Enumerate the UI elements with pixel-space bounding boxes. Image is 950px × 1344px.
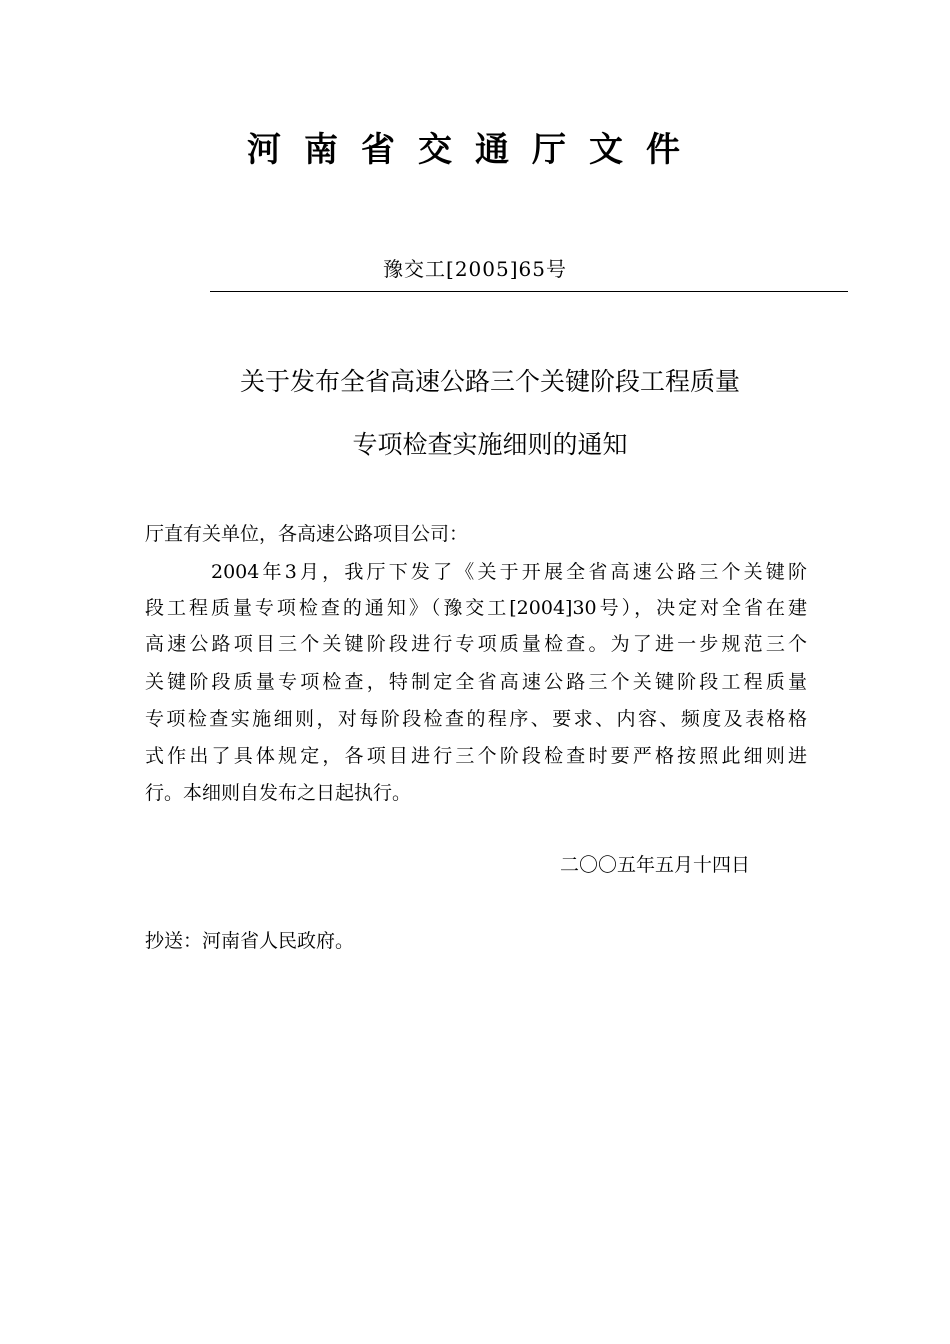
body-line-2: 段工程质量专项检查的通知》（豫交工[2004]30号），决定对全省在建 [145, 597, 807, 619]
body-line-5: 专项检查实施细则，对每阶段检查的程序、要求、内容、频度及表格格 [145, 708, 807, 730]
body-line-7: 行。本细则自发布之日起执行。 [145, 782, 412, 804]
notice-title-line-2: 专项检查实施细则的通知 [352, 430, 628, 459]
cc-recipients: 抄送：河南省人民政府。 [145, 930, 355, 952]
header-divider [210, 291, 848, 292]
body-line-1: 2004年3月，我厅下发了《关于开展全省高速公路三个关键阶 [211, 561, 807, 583]
document-number: 豫交工[2005]65号 [383, 257, 567, 281]
body-line-6: 式作出了具体规定，各项目进行三个阶段检查时要严格按照此细则进 [145, 745, 807, 767]
body-line-3: 高速公路项目三个关键阶段进行专项质量检查。为了进一步规范三个 [145, 633, 807, 655]
issue-date: 二〇〇五年五月十四日 [560, 854, 751, 876]
body-line-4: 关键阶段质量专项检查，特制定全省高速公路三个关键阶段工程质量 [145, 671, 807, 693]
notice-title-line-1: 关于发布全省高速公路三个关键阶段工程质量 [239, 367, 740, 396]
issuing-authority-header: 河南省交通厅文件 [247, 130, 703, 170]
addressee: 厅直有关单位，各高速公路项目公司： [145, 523, 469, 545]
